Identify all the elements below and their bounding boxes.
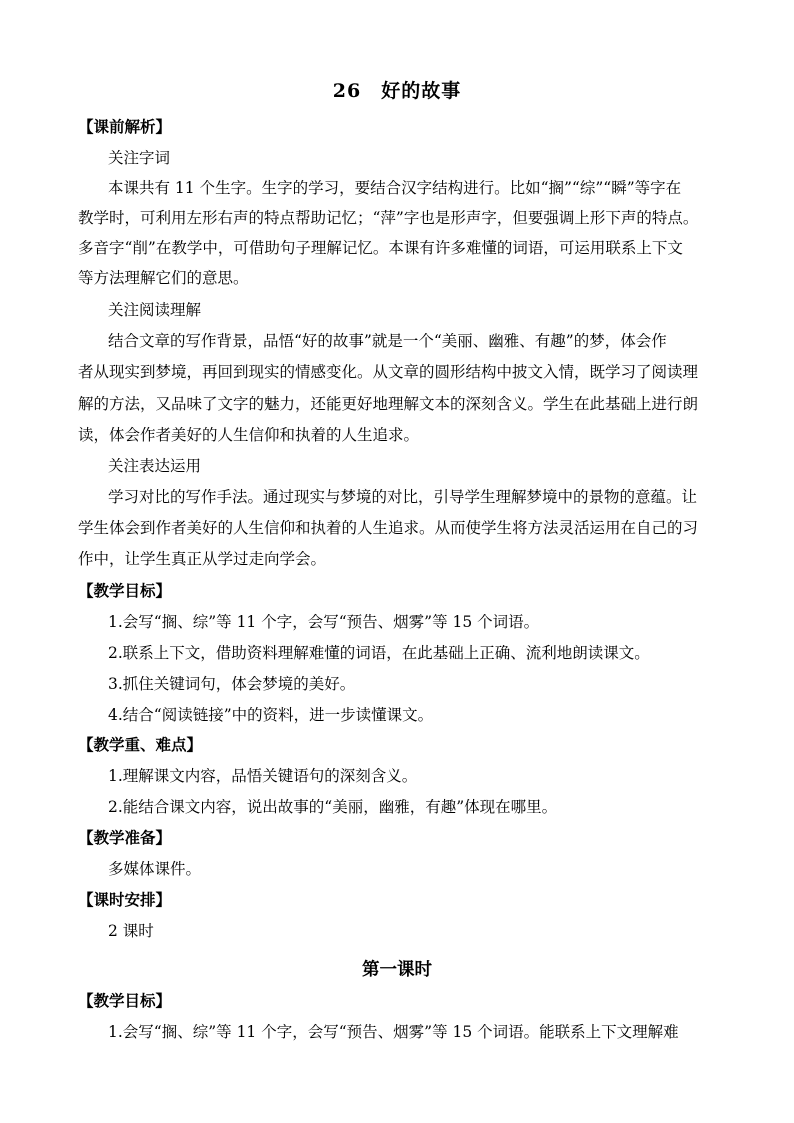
- section-goals: 【教学目标】: [78, 581, 172, 600]
- paragraph-line: 学生体会到作者美好的人生信仰和执着的人生追求。从而使学生将方法灵活运用在自己的习: [78, 519, 699, 537]
- section-schedule: 【课时安排】: [78, 890, 172, 909]
- key-point-item: 2.能结合课文内容，说出故事的“美丽，幽雅，有趣”体现在哪里。: [108, 798, 558, 816]
- paragraph-line: 学习对比的写作手法。通过现实与梦境的对比，引导学生理解梦境中的景物的意蕴。让: [108, 488, 698, 506]
- paragraph-line: 解的方法，又品味了文字的魅力，还能更好地理解文本的深刻含义。学生在此基础上进行朗: [78, 395, 699, 413]
- paragraph-line: 结合文章的写作背景，品悟“好的故事”就是一个“美丽、幽雅、有趣”的梦，体会作: [108, 332, 667, 350]
- paragraph-line: 教学时，可利用左形右声的特点帮助记忆；“萍”字也是形声字，但要强调上形下声的特点。: [78, 209, 699, 227]
- goal-item: 4.结合“阅读链接”中的资料，进一步读懂课文。: [108, 706, 434, 724]
- section-key-points: 【教学重、难点】: [78, 735, 203, 754]
- schedule-text: 2 课时: [108, 922, 154, 940]
- focus-words-heading: 关注字词: [108, 149, 171, 167]
- section-preparation: 【教学准备】: [78, 828, 172, 847]
- paragraph-line: 作中，让学生真正从学过走向学会。: [78, 550, 327, 568]
- lesson-section-goals: 【教学目标】: [78, 991, 172, 1010]
- focus-reading-heading: 关注阅读理解: [108, 301, 202, 319]
- page-title: 26 好的故事: [332, 80, 462, 102]
- paragraph-line: 读，体会作者美好的人生信仰和执着的人生追求。: [78, 426, 420, 444]
- goal-item: 2.联系上下文，借助资料理解难懂的词语，在此基础上正确、流利地朗读课文。: [108, 644, 650, 662]
- paragraph-line: 等方法理解它们的意思。: [78, 269, 249, 287]
- focus-expression-heading: 关注表达运用: [108, 457, 202, 475]
- goal-item: 1.会写“搁、综”等 11 个字，会写“预告、烟雾”等 15 个词语。: [108, 613, 540, 631]
- lesson-title: 第一课时: [362, 960, 432, 980]
- key-point-item: 1.理解课文内容，品悟关键语句的深刻含义。: [108, 767, 418, 785]
- lesson-goal-item: 1.会写“搁、综”等 11 个字，会写“预告、烟雾”等 15 个词语。能联系上下文理解难: [108, 1023, 679, 1041]
- paragraph-line: 者从现实到梦境，再回到现实的情感变化。从文章的圆形结构中披文入情，既学习了阅读理: [78, 363, 699, 381]
- preparation-text: 多媒体课件。: [108, 860, 202, 878]
- paragraph-line: 多音字“削”在教学中，可借助句子理解记忆。本课有许多难懂的词语，可运用联系上下文: [78, 239, 683, 257]
- section-pre-analysis: 【课前解析】: [78, 117, 172, 136]
- paragraph-line: 本课共有 11 个生字。生字的学习，要结合汉字结构进行。比如“搁”“综”“瞬”等字在: [108, 179, 682, 197]
- goal-item: 3.抓住关键词句，体会梦境的美好。: [108, 675, 356, 693]
